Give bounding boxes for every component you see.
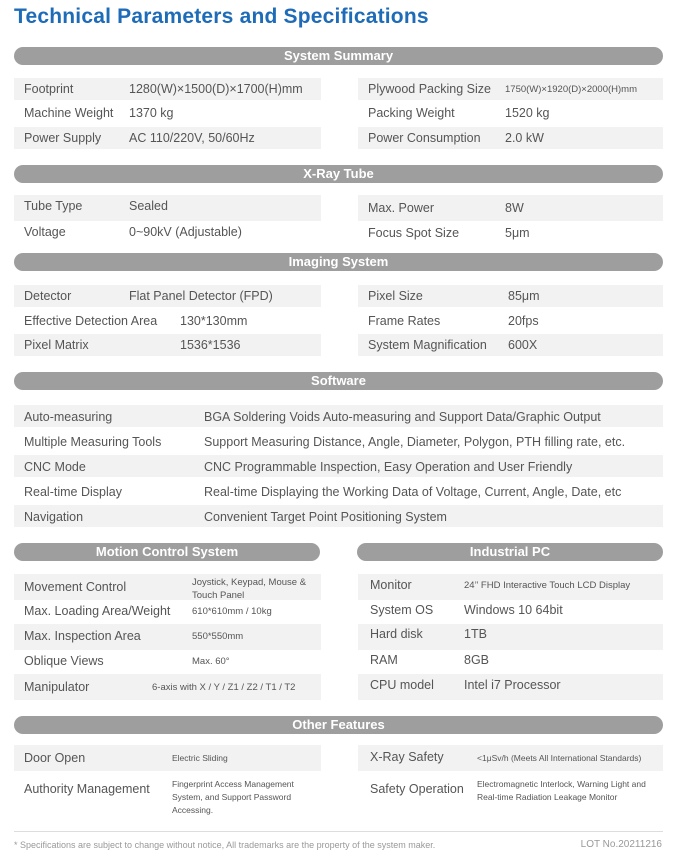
spec-label-safety-operation: Safety Operation — [370, 782, 464, 796]
section-header-industrial-pc: Industrial PC — [357, 543, 663, 561]
spec-value-max-inspection-area: 550*550mm — [192, 631, 244, 642]
spec-label-max-inspection-area: Max. Inspection Area — [24, 629, 141, 643]
spec-value-auto-measuring: BGA Soldering Voids Auto-measuring and Support Data/Graphic Output — [204, 410, 601, 424]
spec-value-cnc-mode: CNC Programmable Inspection, Easy Operation and User Friendly — [204, 460, 573, 474]
spec-value-system-os: Windows 10 64bit — [464, 603, 563, 617]
spec-label-tube-type: Tube Type — [24, 199, 83, 213]
spec-label-packing-weight: Packing Weight — [368, 106, 455, 120]
spec-value-footprint: 1280(W)×1500(D)×1700(H)mm — [129, 82, 303, 96]
spec-value-effective-detection-area: 130*130mm — [180, 314, 248, 328]
section-header-xray-tube: X-Ray Tube — [14, 165, 663, 183]
spec-value-frame-rates: 20fps — [508, 314, 539, 328]
spec-label-monitor: Monitor — [370, 578, 412, 592]
spec-label-movement-control: Movement Control — [24, 580, 127, 594]
spec-label-real-time-display: Real-time Display — [24, 485, 122, 499]
spec-value-system-magnification: 600X — [508, 338, 538, 352]
spec-label-cpu-model: CPU model — [370, 678, 434, 692]
spec-value-hard-disk: 1TB — [464, 627, 487, 641]
spec-label-voltage: Voltage — [24, 225, 66, 239]
page-title: Technical Parameters and Specifications — [14, 5, 429, 28]
spec-value-oblique-views: Max. 60° — [192, 656, 230, 667]
spec-label-max-loading-area: Max. Loading Area/Weight — [24, 604, 171, 618]
spec-value-pixel-matrix: 1536*1536 — [180, 338, 241, 352]
spec-value-machine-weight: 1370 kg — [129, 106, 174, 120]
spec-value-focus-spot-size: 5μm — [505, 226, 530, 240]
section-header-system-summary: System Summary — [14, 47, 663, 65]
section-header-software: Software — [14, 372, 663, 390]
spec-label-pixel-matrix: Pixel Matrix — [24, 338, 89, 352]
spec-label-oblique-views: Oblique Views — [24, 654, 104, 668]
spec-value-authority-management: Fingerprint Access Management System, and Support Password Accessing. — [172, 779, 294, 815]
spec-label-xray-safety: X-Ray Safety — [370, 750, 444, 764]
spec-value-voltage: 0~90kV (Adjustable) — [129, 225, 242, 239]
spec-value-safety-operation: Electromagnetic Interlock, Warning Light and Real-time Radiation Leakage Monitor — [477, 779, 646, 802]
spec-label-effective-detection-area: Effective Detection Area — [24, 314, 158, 328]
spec-value-navigation: Convenient Target Point Positioning System — [204, 510, 447, 524]
spec-label-manipulator: Manipulator — [24, 680, 90, 694]
spec-label-max-power: Max. Power — [368, 201, 434, 215]
spec-label-frame-rates: Frame Rates — [368, 314, 441, 328]
spec-label-power-supply: Power Supply — [24, 131, 102, 145]
spec-label-pixel-size: Pixel Size — [368, 289, 423, 303]
spec-label-multiple-measuring-tools: Multiple Measuring Tools — [24, 435, 162, 449]
section-header-motion-control: Motion Control System — [14, 543, 320, 561]
spec-value-pixel-size: 85μm — [508, 289, 540, 303]
spec-value-movement-control: Joystick, Keypad, Mouse & Touch Panel — [192, 577, 307, 601]
spec-label-navigation: Navigation — [24, 510, 84, 524]
spec-label-system-os: System OS — [370, 603, 434, 617]
spec-label-auto-measuring: Auto-measuring — [24, 410, 113, 424]
spec-value-cpu-model: Intel i7 Processor — [464, 678, 561, 692]
spec-label-machine-weight: Machine Weight — [24, 106, 114, 120]
spec-value-max-power: 8W — [505, 201, 524, 215]
spec-value-detector: Flat Panel Detector (FPD) — [129, 289, 273, 303]
spec-label-door-open: Door Open — [24, 751, 86, 765]
spec-label-focus-spot-size: Focus Spot Size — [368, 226, 460, 240]
footnote: * Specifications are subject to change without notice, All trademarks are the property of the system maker. — [14, 840, 436, 850]
spec-value-tube-type: Sealed — [129, 199, 168, 213]
spec-label-detector: Detector — [24, 289, 72, 303]
spec-value-power-supply: AC 110/220V, 50/60Hz — [129, 131, 255, 145]
spec-value-ram: 8GB — [464, 653, 490, 667]
spec-label-cnc-mode: CNC Mode — [24, 460, 86, 474]
spec-label-ram: RAM — [370, 653, 398, 667]
spec-value-packing-weight: 1520 kg — [505, 106, 550, 120]
spec-label-footprint: Footprint — [24, 82, 74, 96]
footer-divider — [14, 831, 663, 832]
spec-value-multiple-measuring-tools: Support Measuring Distance, Angle, Diameter, Polygon, PTH filling rate, etc. — [204, 435, 626, 449]
spec-value-monitor: 24’’ FHD Interactive Touch LCD Display — [464, 580, 631, 591]
section-header-other-features: Other Features — [14, 716, 663, 734]
spec-label-authority-management: Authority Management — [24, 782, 150, 796]
spec-value-door-open: Electric Sliding — [172, 753, 228, 763]
spec-value-power-consumption: 2.0 kW — [505, 131, 544, 145]
spec-value-real-time-display: Real-time Displaying the Working Data of Voltage, Current, Angle, Date, etc — [204, 485, 622, 499]
spec-value-xray-safety: <1μSv/h (Meets All International Standards) — [477, 753, 642, 763]
spec-label-plywood-packing-size: Plywood Packing Size — [368, 82, 491, 96]
section-header-imaging-system: Imaging System — [14, 253, 663, 271]
spec-value-max-loading-area: 610*610mm / 10kg — [192, 606, 272, 617]
spec-value-manipulator: 6-axis with X / Y / Z1 / Z2 / T1 / T2 — [152, 682, 296, 693]
spec-label-system-magnification: System Magnification — [368, 338, 487, 352]
spec-label-hard-disk: Hard disk — [370, 627, 423, 641]
lot-number: LOT No.20211216 — [580, 839, 662, 850]
spec-value-plywood-packing-size: 1750(W)×1920(D)×2000(H)mm — [505, 84, 637, 95]
spec-label-power-consumption: Power Consumption — [368, 131, 481, 145]
